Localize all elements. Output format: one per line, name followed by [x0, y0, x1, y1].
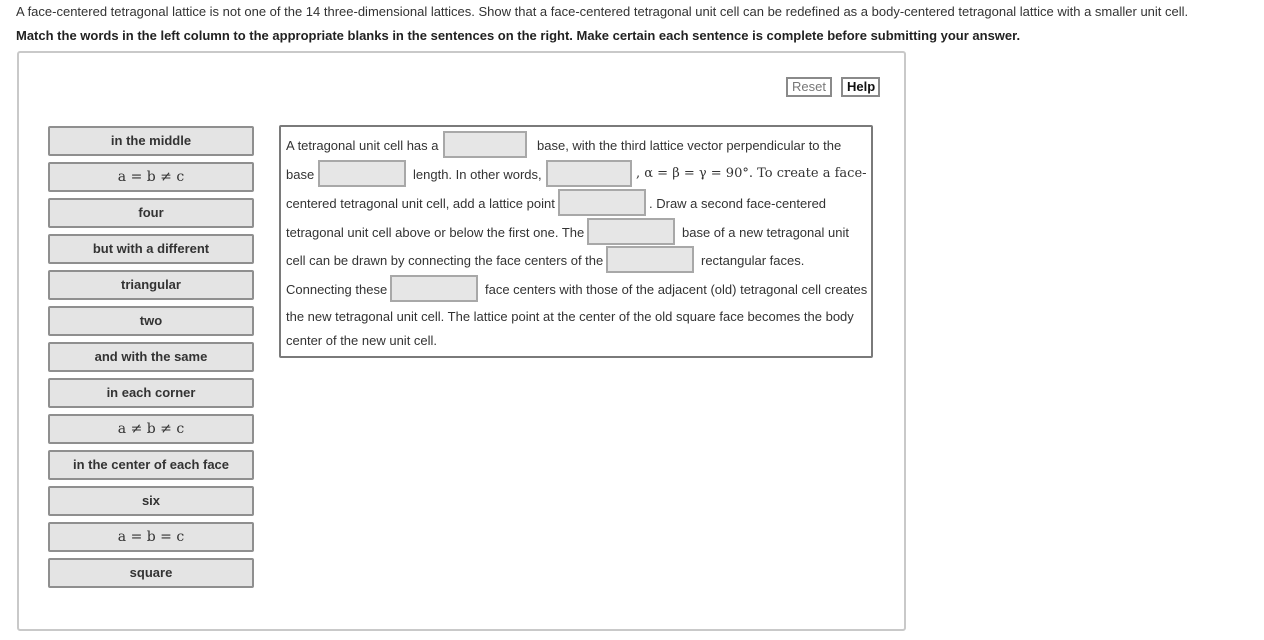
problem-intro-text: A face-centered tetragonal lattice is not one of the 14 three-dimensional lattices. Show that a face-centered tetragonal unit cell can be redefined as a body-centered tetragonal lattice with a smaller unit cell. [16, 4, 1189, 19]
sentence-math-text: , α = β = γ = 90°. To create a face- [636, 166, 867, 181]
sentence-text: cell can be drawn by connecting the face centers of the [286, 253, 604, 268]
reset-button[interactable]: Reset [786, 77, 832, 97]
word-tile-a-eq-b-eq-c[interactable]: a = b = c [48, 522, 254, 552]
help-button[interactable]: Help [841, 77, 880, 97]
sentence-text: the new tetragonal unit cell. The lattice point at the center of the old square face becomes the body [286, 309, 854, 324]
word-tile-square[interactable]: square [48, 558, 254, 588]
word-tile-triangular[interactable]: triangular [48, 270, 254, 300]
drop-blank-2[interactable] [318, 160, 406, 187]
drop-blank-3[interactable] [546, 160, 632, 187]
sentence-text: centered tetragonal unit cell, add a lattice point [286, 196, 555, 211]
sentence-box [279, 125, 873, 358]
sentence-text: base [286, 167, 315, 182]
word-tile-six[interactable]: six [48, 486, 254, 516]
drop-blank-5[interactable] [587, 218, 675, 245]
sentence-text: A tetragonal unit cell has a [286, 138, 439, 153]
sentence-text: rectangular faces. [701, 253, 805, 268]
instructions-text: Match the words in the left column to the appropriate blanks in the sentences on the right. Make certain each sentence is complete before submitting your answer. [16, 28, 1021, 43]
word-tile-two[interactable]: two [48, 306, 254, 336]
drop-blank-4[interactable] [558, 189, 646, 216]
word-tile-in-the-center-of-each-face[interactable]: in the center of each face [48, 450, 254, 480]
word-tile-but-with-a-different[interactable]: but with a different [48, 234, 254, 264]
sentence-text: Connecting these [286, 282, 388, 297]
sentence-text: base of a new tetragonal unit [682, 225, 849, 240]
word-tile-in-each-corner[interactable]: in each corner [48, 378, 254, 408]
word-tile-a-eq-b-neq-c[interactable]: a = b ≠ c [48, 162, 254, 192]
drop-blank-7[interactable] [390, 275, 478, 302]
sentence-text: face centers with those of the adjacent (old) tetragonal cell creates [485, 282, 868, 297]
word-tile-four[interactable]: four [48, 198, 254, 228]
sentence-text: base, with the third lattice vector perpendicular to the [537, 138, 842, 153]
word-tile-a-neq-b-neq-c[interactable]: a ≠ b ≠ c [48, 414, 254, 444]
drop-blank-1[interactable] [443, 131, 527, 158]
sentence-text: center of the new unit cell. [286, 333, 438, 348]
word-tile-and-with-the-same[interactable]: and with the same [48, 342, 254, 372]
sentence-text: tetragonal unit cell above or below the first one. The [286, 225, 585, 240]
word-tile-in-the-middle[interactable]: in the middle [48, 126, 254, 156]
sentence-text: length. In other words, [413, 167, 542, 182]
drop-blank-6[interactable] [606, 246, 694, 273]
sentence-text: . Draw a second face-centered [649, 196, 827, 211]
